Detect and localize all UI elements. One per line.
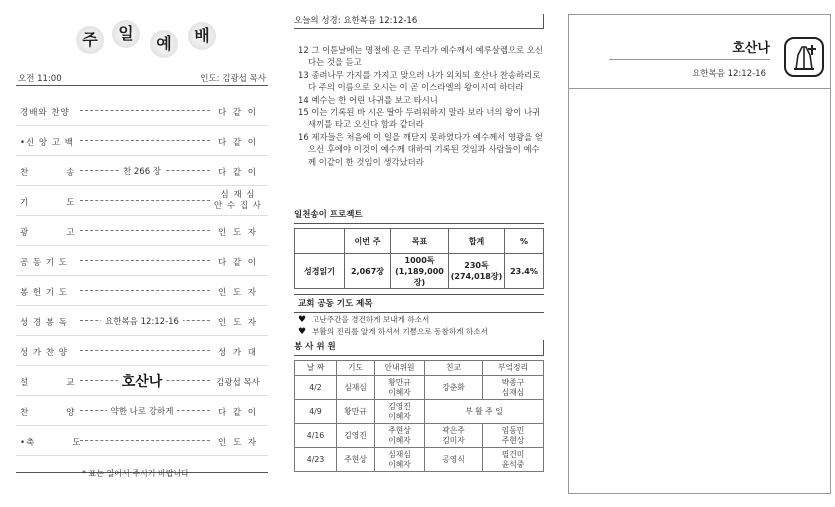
worship-time: 오전 11:00: [18, 74, 62, 84]
leader-line: [80, 440, 210, 441]
order-of-worship: [16, 18, 268, 488]
table-header: 합계: [449, 229, 505, 254]
table-row: [295, 376, 544, 400]
worship-person: 다 같 이: [217, 408, 259, 418]
table-header: 기도: [337, 361, 375, 376]
worship-detail-wrap: [82, 156, 202, 186]
leader-line: [80, 350, 210, 351]
table-cell: 주현상: [337, 448, 375, 472]
worship-row: [16, 426, 268, 456]
table-header: 이번 주: [345, 229, 391, 254]
table-row: [295, 361, 544, 376]
sermon-title: 호산나: [732, 41, 770, 56]
worship-title: [76, 18, 236, 58]
worship-detail-wrap: [82, 306, 202, 336]
table-header: 부엌정리: [483, 361, 544, 376]
table-cell: 박종구 심재심: [483, 376, 544, 400]
prayer-text: 고난주간을 경건하게 보내게 하소서: [312, 315, 430, 324]
total-count: 230독: [464, 261, 489, 270]
worship-detail: 호산나: [118, 371, 167, 391]
leader-line: [80, 200, 210, 201]
worship-person: 다 같 이: [217, 138, 259, 148]
divider: [609, 59, 770, 60]
table-row: [295, 254, 544, 289]
title-char-4: 배: [188, 22, 216, 50]
prayer-heading: 교회 공동 기도 제목: [294, 294, 544, 313]
leader-line: [80, 260, 210, 261]
service-table: [294, 360, 544, 472]
table-cell: 강춘화: [425, 376, 483, 400]
service-heading: 봉 사 위 원: [294, 340, 544, 356]
table-cell: 4/2: [295, 376, 337, 400]
worship-person: 성 가 대: [217, 348, 259, 358]
table-cell: 곽은주 김미자: [425, 424, 483, 448]
scripture-verse: 12 그 이튿날에는 명절에 온 큰 무리가 예수께서 예루살렘으로 오신다는 것을 듣고: [298, 45, 543, 68]
worship-row: [16, 336, 268, 366]
table-cell: 4/23: [295, 448, 337, 472]
worship-detail-wrap: [82, 366, 202, 396]
title-char-2: 일: [112, 20, 140, 48]
worship-item: 설 교: [20, 378, 76, 388]
worship-item: 찬 양: [20, 408, 76, 418]
scripture-verse: 15 이는 기록된 바 시온 딸아 두려워하지 말라 보라 너의 왕이 나귀 새끼를 타고 오신다 함과 같더라: [298, 107, 541, 130]
leader-line: [80, 290, 210, 291]
heart-icon: ♥: [298, 315, 307, 325]
project-heading: 일천송이 프로젝트: [294, 208, 544, 224]
table-header: 친교: [425, 361, 483, 376]
scripture-verse: 14 예수는 한 어린 나귀를 보고 타시니: [298, 94, 438, 105]
worship-detail: 약한 나로 강하게: [107, 405, 178, 417]
table-cell: 4/9: [295, 400, 337, 424]
heart-icon: ♥: [298, 327, 307, 337]
scripture-verses: [294, 44, 544, 168]
table-cell: 심재심: [337, 376, 375, 400]
table-cell: 임동민 주현상: [483, 424, 544, 448]
scripture-verse: 13 종려나무 가지를 가지고 맞으러 나가 외치되 호산나 찬송하리로다 주의 이름으로 오시는 이 곧 이스라엘의 왕이시여 하더라: [298, 69, 541, 93]
worship-detail: 찬 266 장: [119, 165, 165, 177]
prayer-text: 부활의 진리를 알게 하셔서 기쁨으로 동참하게 하소서: [312, 327, 488, 336]
worship-row: [16, 96, 268, 126]
table-row: [295, 400, 544, 424]
table-cell: 심재심 이혜자: [375, 448, 425, 472]
worship-person: 다 같 이: [217, 258, 259, 268]
worship-detail: 요한복음 12:12-16: [101, 315, 183, 327]
divider: [569, 88, 830, 89]
worship-item: •신 앙 고 백: [20, 138, 74, 148]
table-cell: 부 활 주 일: [425, 400, 544, 424]
worship-item: 찬 송: [20, 168, 76, 178]
worship-row: [16, 126, 268, 156]
worship-row: [16, 246, 268, 276]
worship-item: 경배와 찬양: [20, 108, 70, 118]
table-cell: 김영진: [337, 424, 375, 448]
table-row: [295, 448, 544, 472]
footnote: * 표는 일어서 주시기 바랍니다: [82, 469, 189, 478]
reading-heading: 오늘의 성경: 요한복음 12:12-16: [294, 14, 544, 29]
divider: [16, 85, 268, 86]
worship-item: 광 고: [20, 228, 76, 238]
table-cell: 4/16: [295, 424, 337, 448]
table-cell: 2,067장: [345, 254, 391, 289]
sermon-notes-panel: [568, 14, 831, 494]
table-cell: 황만규 이혜자: [375, 376, 425, 400]
sermon-reference: 요한복음 12:12-16: [692, 69, 766, 79]
worship-row: [16, 276, 268, 306]
worship-item: 봉 헌 기 도: [20, 288, 68, 298]
bulletin-middle: [294, 14, 544, 484]
worship-person: 인 도 자: [217, 318, 259, 328]
table-row: [295, 229, 544, 254]
total-pages: (274,018장): [450, 272, 503, 281]
table-cell: 주현상 이혜자: [375, 424, 425, 448]
praying-hands-icon: [784, 37, 824, 77]
worship-row: [16, 216, 268, 246]
goal-count: 1000독: [404, 255, 435, 265]
leader-line: [80, 230, 210, 231]
worship-leader: 인도: 김광섭 목사: [200, 74, 266, 84]
worship-item: •축 도: [20, 438, 82, 448]
worship-item: 공 동 기 도: [20, 258, 68, 268]
title-char-3: 예: [150, 30, 178, 58]
worship-person: 김광섭 목사: [216, 378, 260, 388]
table-header: 목표: [391, 229, 449, 254]
worship-detail-wrap: [82, 396, 202, 426]
table-cell: 성경읽기: [295, 254, 345, 289]
worship-person: 인 도 자: [217, 288, 259, 298]
table-cell: [391, 254, 449, 289]
table-cell: 필건미 윤석중: [483, 448, 544, 472]
scripture-verse: 16 제자들은 처음에 이 일을 깨닫지 못하였다가 예수께서 영광을 얻으신 후에야 이것이 예수께 대하여 기록된 것임과 사람들이 예수께 이같이 한 것임이 생각났더라: [298, 131, 543, 167]
table-cell: 황만규: [337, 400, 375, 424]
worship-person: 인 도 자: [217, 438, 259, 448]
worship-row: [16, 366, 268, 396]
worship-person: 다 같 이: [217, 108, 259, 118]
worship-row: [16, 186, 268, 216]
table-header: 안내위원: [375, 361, 425, 376]
worship-row: [16, 156, 268, 186]
table-header: 날 짜: [295, 361, 337, 376]
table-cell: [449, 254, 505, 289]
table-cell: 공영식: [425, 448, 483, 472]
title-char-1: 주: [76, 26, 104, 54]
worship-row: [16, 306, 268, 336]
worship-item: 기 도: [20, 198, 76, 208]
worship-person: 심 재 심 안 수 집 사: [214, 190, 262, 211]
goal-pages: (1,189,000장): [395, 266, 444, 287]
table-header: %: [505, 229, 544, 254]
table-header: [295, 229, 345, 254]
worship-person: 다 같 이: [217, 168, 259, 178]
worship-item: 성 경 봉 독: [20, 318, 68, 328]
worship-row: [16, 396, 268, 426]
table-row: [295, 424, 544, 448]
leader-line: [80, 110, 210, 111]
table-cell: 23.4%: [505, 254, 544, 289]
prayer-item: [298, 326, 488, 337]
table-cell: 김영진 이혜자: [375, 400, 425, 424]
leader-line: [80, 140, 210, 141]
prayer-item: [298, 314, 429, 325]
project-table: [294, 228, 544, 289]
worship-person: 인 도 자: [217, 228, 259, 238]
worship-item: 성 가 찬 양: [20, 348, 68, 358]
